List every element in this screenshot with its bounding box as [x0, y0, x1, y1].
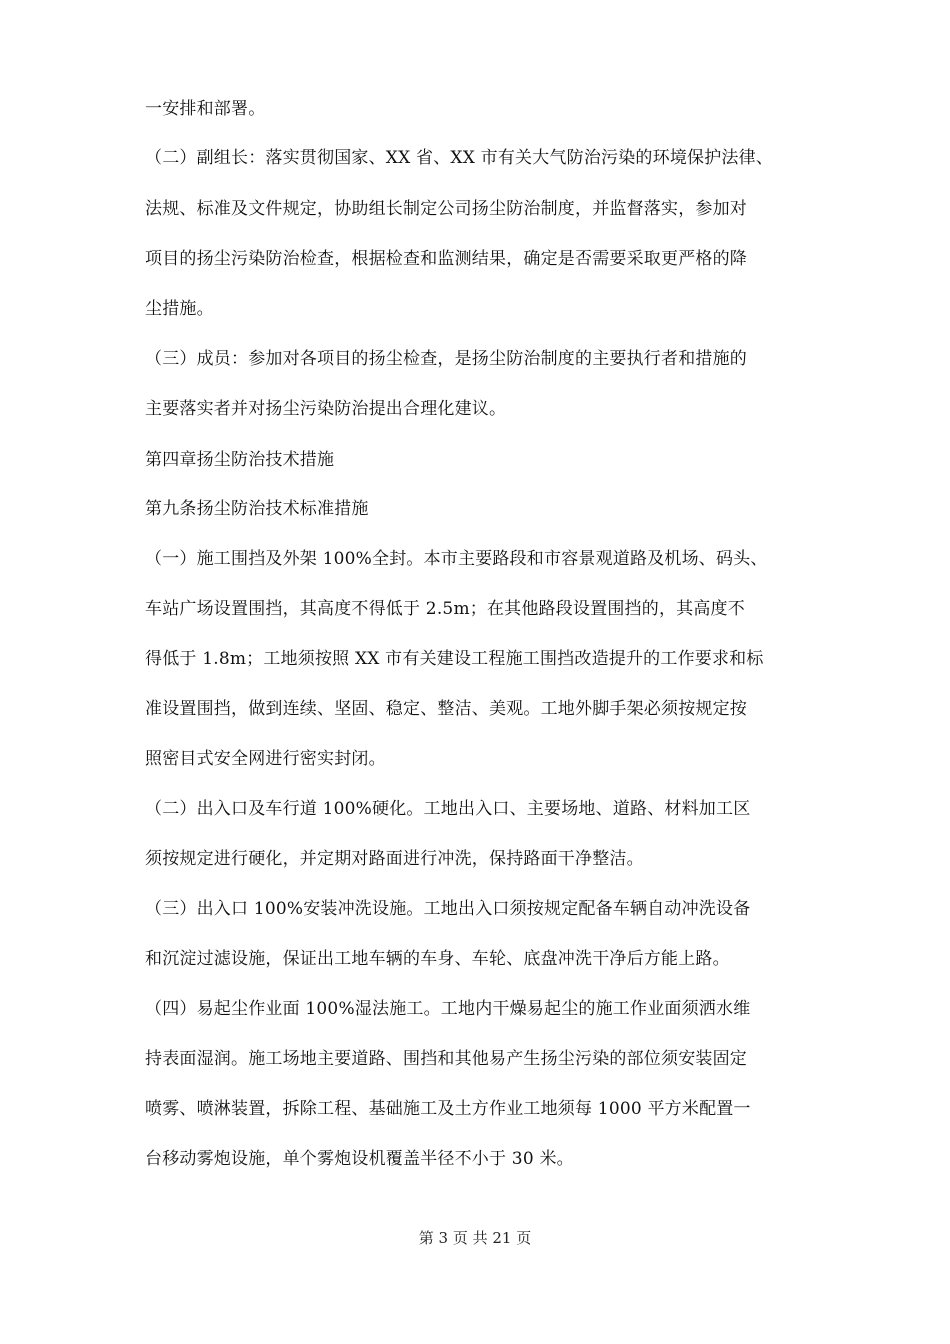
text-line: 车站广场设置围挡，其高度不得低于 2.5m；在其他路段设置围挡的，其高度不: [145, 599, 745, 619]
text-line: （一）施工围挡及外架 100%全封。本市主要路段和市容景观道路及机场、码头、: [145, 549, 768, 569]
text-line: （四）易起尘作业面 100%湿法施工。工地内干燥易起尘的施工作业面须洒水维: [145, 999, 751, 1019]
text-line: 法规、标准及文件规定，协助组长制定公司扬尘防治制度，并监督落实，参加对: [145, 199, 747, 219]
text-line: 尘措施。: [145, 299, 214, 319]
text-line: 项目的扬尘污染防治检查，根据检查和监测结果，确定是否需要采取更严格的降: [145, 249, 747, 269]
text-line: 持表面湿润。施工场地主要道路、围挡和其他易产生扬尘污染的部位须安装固定: [145, 1049, 747, 1069]
text-line: 和沉淀过滤设施，保证出工地车辆的车身、车轮、底盘冲洗干净后方能上路。: [145, 949, 730, 969]
text-line: 主要落实者并对扬尘污染防治提出合理化建议。: [145, 399, 507, 419]
chapter-heading: 第四章扬尘防治技术措施: [145, 450, 335, 470]
text-line: 准设置围挡，做到连续、坚固、稳定、整洁、美观。工地外脚手架必须按规定按: [145, 699, 747, 719]
text-line: 须按规定进行硬化，并定期对路面进行冲洗，保持路面干净整洁。: [145, 849, 644, 869]
text-line: （三）出入口 100%安装冲洗设施。工地出入口须按规定配备车辆自动冲洗设备: [145, 899, 751, 919]
text-line: 台移动雾炮设施，单个雾炮设机覆盖半径不小于 30 米。: [145, 1149, 574, 1169]
text-line: （三）成员：参加对各项目的扬尘检查，是扬尘防治制度的主要执行者和措施的: [145, 349, 747, 369]
text-line: （二）副组长：落实贯彻国家、XX 省、XX 市有关大气防治污染的环境保护法律、: [145, 148, 774, 168]
text-line: 照密目式安全网进行密实封闭。: [145, 749, 386, 769]
text-line: 喷雾、喷淋装置，拆除工程、基础施工及土方作业工地须每 1000 平方米配置一: [145, 1099, 751, 1119]
text-line: 一安排和部署。: [145, 99, 266, 119]
text-line: 得低于 1.8m；工地须按照 XX 市有关建设工程施工围挡改造提升的工作要求和标: [145, 649, 764, 669]
article-heading: 第九条扬尘防治技术标准措施: [145, 499, 369, 519]
page-number-footer: 第 3 页 共 21 页: [418, 1229, 532, 1247]
text-line: （二）出入口及车行道 100%硬化。工地出入口、主要场地、道路、材料加工区: [145, 799, 751, 819]
